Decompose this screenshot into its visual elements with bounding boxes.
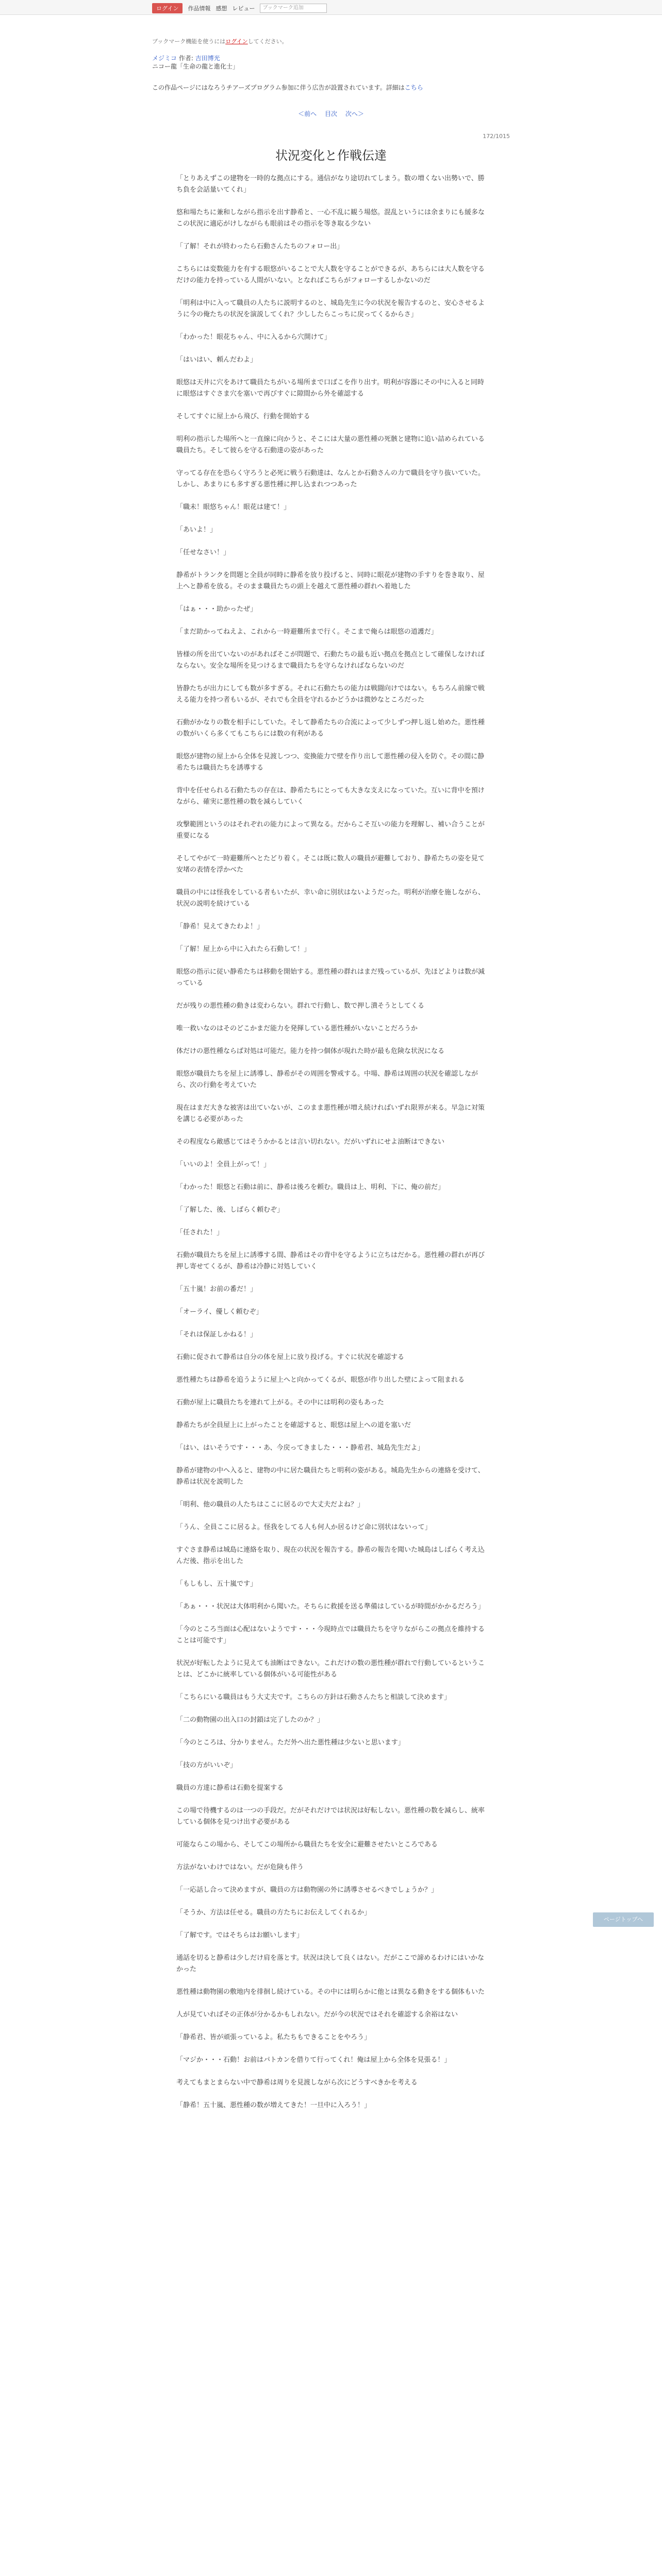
paragraph: 「いいのよ！全員上がって！」 [176,1161,271,1168]
paragraph: 「明利は中に入って職員の人たちに説明するのと、城島先生に今の状況を報告するのと、安心させるように今の俺たちの状況を演説してくれ？少ししたらこっちに戻ってくるからさ」 [176,299,485,318]
paragraph: 状況が好転したように見えても油断はできない。これだけの数の悪性種が群れで行動しているということは、どこかに統率している個体がいる可能性がある [176,1659,485,1679]
next-link[interactable]: 次へ＞ [345,110,364,117]
paragraph: 石動に促されて静希は自分の体を屋上に放り投げる。すぐに状況を確認する [176,1353,405,1361]
paragraph: 「任せなさい！」 [176,549,230,556]
paragraph: こちらには変数能力を有する眼悠がいることで大人数を守ることができるが、あちらには大人数を守るだけの能力を持っている人間がいない。となればこちらがフォローするしかないのだ [176,265,485,284]
paragraph: 「あいよ！」 [176,526,217,534]
paragraph: 悪性種は動物園の敷地内を徘徊し続けている。その中には明らかに他とは異なる動きをする個体もいた [176,1988,485,1996]
paragraph: 「そうか、方法は任せる。職員の方たちにお伝えしてくれるか」 [176,1909,371,1917]
pager [0,109,662,118]
paragraph: 可能ならこの場から、そしてこの場所から職員たちを安全に避難させたいところである [176,1841,438,1849]
author-link[interactable]: 吉田博光 [195,55,220,62]
paragraph: 「今のところは、分かりません。ただ外へ出た悪性種は少ないと思います」 [176,1739,405,1747]
paragraph: 「それは保証しかねる！」 [176,1331,257,1338]
paragraph: 明利の指示した場所へと一直線に向かうと、そこには大量の悪性種の死骸と建物に追い詰められている職員たち。そして彼らを守る石動達の姿があった [176,435,485,454]
paragraph: 背中を任せられる石動たちの存在は、静希たちにとっても大きな支えになっていた。互いに背中を預けながら、確実に悪性種の数を減らしていく [176,787,485,806]
novel-body [176,173,486,2123]
paragraph: 眼悠が建物の屋上から全体を見渡しつつ、変換能力で壁を作り出して悪性種の侵入を防ぐ。その間に静希たちは職員たちを誘導する [176,753,485,772]
paragraph: 「一応話し合って決めますが、職員の方は動物園の外に誘導させるべきでしょうか？」 [176,1886,438,1894]
paragraph: 静希がトランクを問題と全員が同時に静希を放り投げると、同時に眼花が建物の手すりを巻き取り、屋上へと静希を放る。そのまま職員たちの頭上を越えて悪性種の群れへ着地した [176,571,485,590]
series-line [152,54,220,62]
paragraph: 「静希！五十嵐、悪性種の数が増えてきた！一旦中に入ろう！」 [176,2102,371,2109]
bookmark-add-box[interactable]: ブックマーク追加 [260,4,327,13]
paragraph: 「了解！屋上から中に入れたら石動して！」 [176,945,311,953]
paragraph: だが残りの悪性種の動きは変わらない。群れで行動し、数で押し潰そうとしてくる [176,1002,425,1010]
page-top-button[interactable]: ページトップへ [593,1912,654,1927]
paragraph: 眼悠が職員たちを屋上に誘導し、静希がその周囲を警戒する。中場、静希は周囲の状況を確認しながら、次の行動を考えていた [176,1070,478,1089]
paragraph: 「了解した、後、しばらく頼むぞ」 [176,1206,284,1214]
paragraph: 「もしもし、五十嵐です」 [176,1580,257,1588]
paragraph: 石動が職員たちを屋上に誘導する間、静希はその背中を守るように立ちはだかる。悪性種の群れが再び押し寄せてくるが、静希は冷静に対処していく [176,1251,485,1270]
paragraph: 守ってる存在を恐らく守ろうと必死に戦う石動達は、なんとか石動さんの力で職員を守り抜いていた。しかし、あまりにも多すぎる悪性種に押し込まれつつあった [176,469,485,488]
prev-link[interactable]: ＜前へ [298,110,317,117]
nav-item-impressions[interactable]: 感想 [216,5,227,12]
paragraph: 眼悠の指示に従い静希たちは移動を開始する。悪性種の群れはまだ残っているが、先ほどよりは数が減っている [176,968,485,987]
paragraph: 「うん、全員ここに居るよ。怪我をしてる人も何人か居るけど命に別状はないって」 [176,1523,432,1531]
paragraph: 「了解！それが終わったら石動さんたちのフォロー出」 [176,243,344,250]
bookmark-note [152,37,288,45]
ad-notice-link[interactable]: こちら [404,84,423,91]
paragraph: そしてやがて一時避難所へとたどり着く。そこは既に数人の職員が避難しており、静希たちの姿を見て安堵の表情を浮かべた [176,855,485,874]
paragraph: 「はい、はいそうです・・・あ、今戻ってきました・・・静希君、城島先生だよ」 [176,1444,424,1452]
paragraph: 「今のところ当面は心配はないようです・・・今現時点では職員たちを守りながらこの拠点を維持することは可能です」 [176,1625,485,1645]
paragraph: 現在はまだ大きな被害は出ていないが、このまま悪性種が増え続ければいずれ限界が来る。早急に対策を講じる必要があった [176,1104,485,1123]
paragraph: 考えてもまとまらない中で静希は周りを見渡しながら次にどうすべきかを考える [176,2079,418,2087]
paragraph: 「はぁ・・・助かったぜ」 [176,605,257,613]
paragraph: この場で待機するのは一つの手段だ。だがそれだけでは状況は好転しない。悪性種の数を減らし、統率している個体を見つけ出す必要がある [176,1807,485,1826]
paragraph: 職員の方達に静希は石動を提案する [176,1784,284,1792]
paragraph: 「職未！眼悠ちゃん！眼花は建て！」 [176,503,291,511]
paragraph: 唯一救いなのはそのどこかまだ能力を発揮している悪性種がいないことだろうか [176,1025,418,1032]
paragraph: 「五十嵐！お前の番だ！」 [176,1285,257,1293]
bookmark-login-link[interactable]: ログイン [225,38,248,45]
paragraph: 「マジか・・・石動！お前はパトカンを借りて行ってくれ！俺は屋上から全体を見張る！」 [176,2056,451,2064]
top-bar-inner [152,3,327,13]
paragraph: 石動がかなりの数を相手にしていた。そして静希たちの合流によって少しずつ押し返し始めた。悪性種の数がいくら多くてもこちらには数の有利がある [176,719,485,738]
paragraph: すぐさま静希は城島に連絡を取り、現在の状況を報告する。静希の報告を聞いた城島はしばらく考え込んだ後、指示を出した [176,1546,485,1565]
paragraph: 「とりあえずこの建物を一時的な拠点にする。通信がなり途切れてしまう。数の増くない出勢いで、勝ち負を会話量いてくれ」 [176,175,485,194]
paragraph: 「明利、他の職員の人たちはここに居るので大丈夫だよね？」 [176,1501,365,1509]
series-title: ニコー龍「生命の龍と進化士」 [152,63,239,70]
paragraph: 「はいはい、頼んだわよ」 [176,356,257,364]
ad-notice [152,83,423,92]
nav-item-review[interactable]: レビュー [232,5,255,12]
paragraph: 皆様の所を出ていないのがあればそこが問題で、石動たちの最も近い拠点を拠点として確保しなければならない。安全な場所を見つけるまで職員たちを守らなければならないのだ [176,651,485,670]
nav-item-info[interactable]: 作品情報 [188,5,211,12]
paragraph: 攻撃範囲というのはそれぞれの能力によって異なる。だからこそ互いの能力を理解し、補い合うことが重要になる [176,821,485,840]
paragraph: その程度なら敵感じてはそうかかるとは言い切れない。だがいずれにせよ油断はできない [176,1138,445,1146]
toc-link[interactable]: 目次 [324,110,337,117]
chapter-title: 状況変化と作戦伝達 [275,148,387,163]
paragraph: 皆静たちが出力にしても数が多すぎる。それに石動たちの能力は戦闘向けではない。もちろん前線で戦える能力を持つ者もいるが、それでも全員を守れるかどうかは微妙なところだった [176,685,485,704]
paragraph: 静希たちが全員屋上に上がったことを確認すると、眼悠は屋上への道を塞いだ [176,1421,411,1429]
paragraph: そしてすぐに屋上から飛び、行動を開始する [176,413,310,420]
paragraph: 通話を切ると静希は少しだけ肩を落とす。状況は決して良くはない。だがここで諦めるわけにはいかなかった [176,1954,484,1973]
paragraph: 「静希！見えてきたわよ！」 [176,923,264,930]
paragraph: 「任された！」 [176,1229,224,1236]
paragraph: 眼悠は天井に穴をあけて職員たちがいる場所まで口ばこを作り出す。明利が容器にその中に入ると同時に眼悠はすぐさま穴を塞いで再びすぐに隙間から外を確認する [176,379,484,398]
paragraph: 悠和場たちに兼和しながら指示を出す静希と、一心不乱に観う場悠。混乱というには余まりにも緩多なこの状況に適応がけしながらも眼前はその指示を等き取る少ない [176,209,485,228]
paragraph: 石動が屋上に職員たちを連れて上がる。その中には明利の姿もあった [176,1399,384,1406]
series-link[interactable]: メジミコ [152,55,177,62]
chapter-number: 172/1015 [483,133,510,140]
paragraph: 「オーライ、優しく頼むぞ」 [176,1308,263,1316]
top-bar [0,0,662,15]
paragraph: 悪性種たちは静希を追うように屋上へと向かってくるが、眼悠が作り出した壁によって阻まれる [176,1376,465,1384]
paragraph: 静希が建物の中へ入ると、建物の中に居た職員たちと明利の姿がある。城島先生からの連絡を受けて、静希は状況を説明した [176,1467,485,1486]
bookmark-note-text1: ブックマーク機能を使うには [152,38,226,45]
ad-notice-text: この作品ページにはなろうチアーズプログラム参加に伴う広告が設置されています。詳細は [152,84,405,91]
paragraph: 「静希君、皆が頑張っているよ。私たちもできることをやろう」 [176,2033,371,2041]
paragraph: 職員の中には怪我をしている者もいたが、幸い命に別状はないようだった。明利が治療を施しながら、状況の説明を続けている [176,889,485,908]
paragraph: 「こちらにいる職員はもう大丈夫です。こちらの方針は石動さんたちと相談して決めます」 [176,1693,451,1701]
login-button[interactable]: ログイン [152,3,183,13]
paragraph: 「わかった！眼悠と石動は前に、静希は後ろを頼む。職員は上、明利、下に、俺の前だ」 [176,1183,445,1191]
author-label: 作者: [178,55,193,62]
paragraph: 「技の方がいいぞ」 [176,1761,237,1769]
paragraph: 人が見ていればその正体が分かるかもしれない。だが今の状況ではそれを確認する余裕はない [176,2011,458,2019]
paragraph: 「まだ助かってねえよ、これから一時避難所まで行く。そこまで俺らは眼悠の道護だ」 [176,628,438,636]
paragraph: 体だけの悪性種ならば対処は可能だ。能力を持つ個体が現れた時が最も危険な状況になる [176,1047,445,1055]
paragraph: 方法がないわけではない。だが危険も伴う [176,1863,304,1871]
bookmark-note-text2: してください。 [247,38,288,45]
paragraph: 「あぁ・・・状況は大体明利から聞いた。そちらに救援を送る準備はしているが時間がかかるだろう」 [176,1603,485,1611]
paragraph: 「二の動物園の出入口の封鎖は完了したのか？」 [176,1716,324,1724]
paragraph: 「わかった！眼花ちゃん、中に入るから穴開けて」 [176,333,331,341]
paragraph: 「了解です。ではそちらはお願いします」 [176,1931,303,1939]
